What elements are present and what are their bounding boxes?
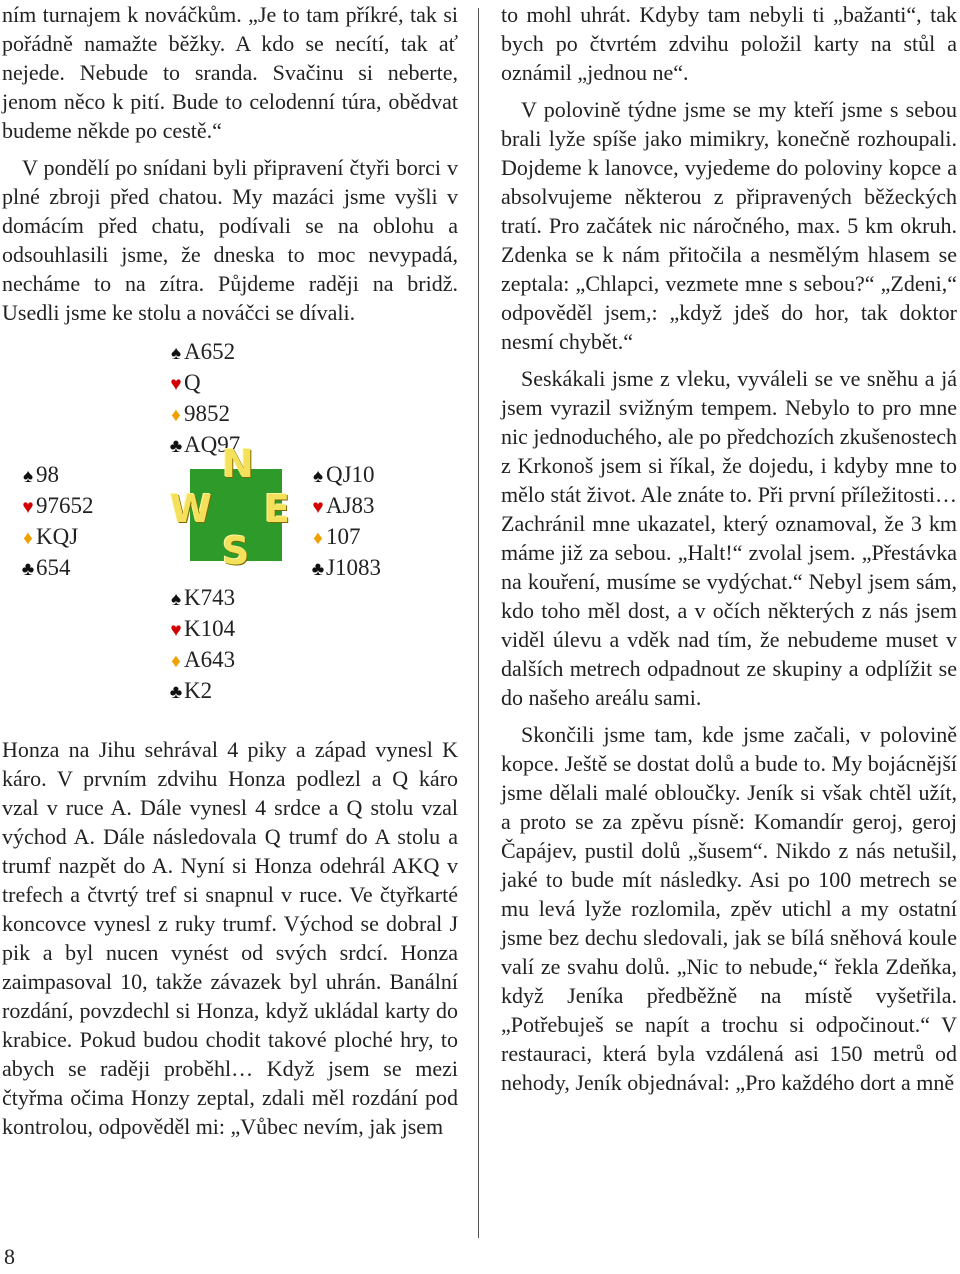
club-icon: ♣ (21, 559, 35, 580)
east-hearts: AJ83 (326, 493, 375, 518)
left-column (2, 0, 458, 1149)
heart-icon: ♥ (170, 620, 182, 641)
east-clubs: J1083 (326, 555, 381, 580)
club-icon: ♣ (169, 682, 183, 703)
west-diamonds: KQJ (36, 524, 79, 549)
diamond-icon: ♦ (171, 405, 181, 426)
west-spades: 98 (36, 462, 59, 487)
spade-icon: ♠ (312, 466, 324, 487)
compass-north-letter: N (222, 442, 254, 486)
heart-icon: ♥ (170, 374, 182, 395)
south-spades: K743 (184, 585, 236, 610)
north-hearts: Q (184, 370, 201, 395)
club-icon: ♣ (311, 559, 325, 580)
west-clubs: 654 (36, 555, 71, 580)
compass-south-letter: S (222, 529, 250, 573)
paragraph: Seskákali jsme z vleku, vyváleli se ve sněhu a já jsem vyrazil svižným tempem. Nebylo to pro mne nic jednoduchého, ale po předchozích zkušenostech z Krkonoš jsem si říkal, že dojedu, i kdyby mne to mělo stát život. Ale znáte to. Při první příležitosti… Zachránil mne ukazatel, který oznamoval, že 3 km máme již za sebou. „Halt!“ zvolal jsem. „Přestávka na kouření, musíme se vydýchat.“ Nebyl jsem sám, kdo toho měl dost, a v očích některých z nás jsem viděl úlevu a vděk nad tím, že nebudeme muset v dalších metrech odpadnout ze skupiny a odplížit se do našeho areálu sami. (501, 366, 957, 710)
diamond-icon: ♦ (23, 528, 33, 549)
spade-icon: ♠ (22, 466, 34, 487)
hand-south (168, 583, 235, 707)
hand-west (20, 460, 94, 584)
heart-icon: ♥ (22, 497, 34, 518)
east-spades: QJ10 (326, 462, 375, 487)
south-hearts: K104 (184, 616, 236, 641)
paragraph: V polovině týdne jsme se my kteří jsme s sebou brali lyže spíše jako mimikry, konečně rozhoupali. Dojdeme k lanovce, vyjedeme do poloviny kopce a absolvujeme některou z připravených běžeckých tratí. Pro začátek nic náročného, max. 5 km okruh. Zdenka se k nám přitočila a nesmělým hlasem se zeptala: „Chlapci, vezmete mne s sebou?“ „Zdeni,“ odpověděl jsem,: „když jdeš do hor, tak doktor nesmí chybět.“ (501, 97, 957, 354)
spade-icon: ♠ (170, 589, 182, 610)
diamond-icon: ♦ (313, 528, 323, 549)
paragraph: V pondělí po snídani byli připravení čtyři borci v plné zbroji před chatou. My mazáci jsme vyšli v domácím před chatu, podívali se na oblohu a odsouhlasili jsme, že dneska to moc nevypadá, necháme to na zítra. Půjdeme raději na bridž. Usedli jsme ke stolu a nováčci se dívali. (2, 155, 458, 325)
club-icon: ♣ (169, 436, 183, 457)
paragraph: Honza na Jihu sehrával 4 piky a západ vynesl K káro. V prvním zdvihu Honza podlezl a Q káro vzal v ruce A. Dále vynesl 4 srdce a Q stolu vzal východ A. Dále následovala Q trumf do A stolu a trumf nazpět do A. Nyní si Honza odehrál AKQ v trefech a čtvrtý tref si snapnul v ruce. Ve čtyřkarté koncovce vynesl z ruky trumf. Východ se dobral J pik a byl nucen vynést od svých srdcí. Honza zaimpasoval 10, takže závazek byl uhrán. Banální rozdání, povzdechl si Honza, když ukládal karty do krabice. Pokud budou chodit takové ploché hry, to abych se raději proběhl… Když jsem se mezi čtyřma očima Honzy zeptal, zdali měl rozdání pod kontrolou, odpověděl mi: „Vůbec nevím, jak jsem (2, 737, 458, 1139)
heart-icon: ♥ (312, 497, 324, 518)
paragraph: Skončili jsme tam, kde jsme začali, v polovině kopce. Ještě se dostat dolů a bude to. My bojácnější jsme dělali malé obloučky. Jeník si však chtěl užít, a proto se za zpěvu písně: Komandír geroj, geroj Čapájev, pustil dolů „šusem“. Nikdo z nás netušil, jaké to bude mít následky. Asi po 100 metrech se mu levá lyže rozlomila, zpěv utichl a my ostatní jsme bez dechu sledovali, jak se bílá sněhová koule valí ze svahu dolů. „Nic to nebude,“ řekla Zdeňka, když Jeníka předběžně na místě vyšetřila. „Potřebuješ se napít a trochu si odpočinout.“ V restauraci, která byla vzdálená asi 150 metrů od nehody, Jeník objednával: „Pro každého dort a mně (501, 722, 957, 1095)
right-column (501, 0, 957, 1105)
north-diamonds: 9852 (184, 401, 230, 426)
north-spades: A652 (184, 339, 236, 364)
south-diamonds: A643 (184, 647, 236, 672)
hand-east (310, 460, 381, 584)
south-clubs: K2 (184, 678, 213, 703)
column-divider (478, 8, 479, 1238)
west-hearts: 97652 (36, 493, 94, 518)
paragraph: ním turnajem k nováčkům. „Je to tam příkré, tak si pořádně namažte běžky. A kdo se necítí, tak ať nejede. Nebude to sranda. Svačinu si neberte, jenom něco k pití. Bude to celodenní túra, obědvat budeme někde po cestě.“ (2, 2, 458, 143)
north-clubs: AQ97 (184, 432, 241, 457)
compass-west-letter: W (170, 487, 212, 531)
diamond-icon: ♦ (171, 651, 181, 672)
bridge-deal-diagram (2, 337, 458, 717)
compass-east-letter: E (264, 487, 290, 531)
paragraph: to mohl uhrát. Kdyby tam nebyli ti „bažanti“, tak bych po čtvrtém zdvihu položil karty na stůl a oznámil „jednou ne“. (501, 2, 957, 85)
east-diamonds: 107 (326, 524, 361, 549)
page-number: 8 (4, 1244, 15, 1269)
spade-icon: ♠ (170, 343, 182, 364)
